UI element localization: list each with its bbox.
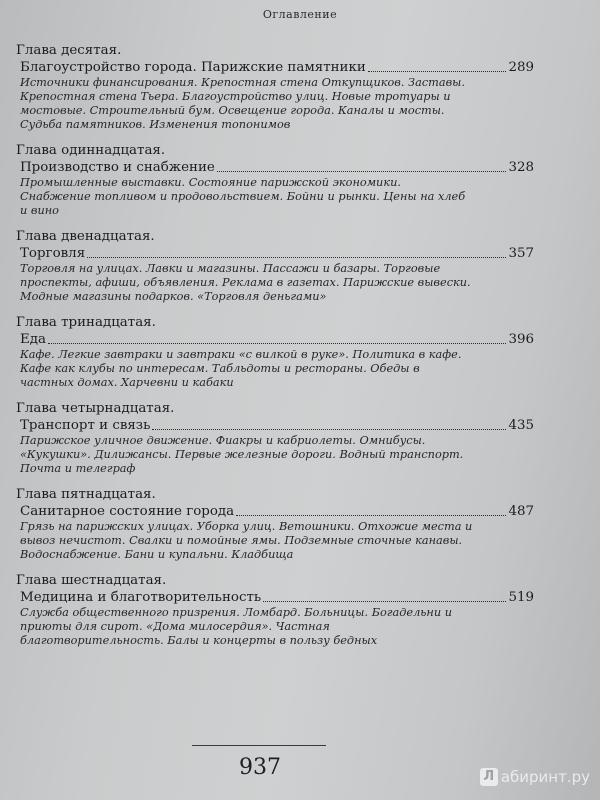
chapter-page-number: 289	[508, 60, 534, 75]
running-head: Оглавление	[262, 8, 338, 21]
chapter-title: Медицина и благотворительность	[20, 590, 262, 605]
dot-leader	[87, 256, 506, 258]
chapter-label: Глава двенадцатая.	[16, 229, 155, 244]
chapter-page-number: 328	[508, 160, 534, 175]
chapter-label: Глава шестнадцатая.	[16, 573, 167, 588]
chapter-title: Санитарное состояние города	[20, 504, 235, 519]
chapter-title-line	[20, 59, 534, 76]
toc-entry	[14, 486, 534, 562]
dot-leader	[263, 600, 506, 602]
chapter-title: Производство и снабжение	[20, 160, 215, 175]
table-of-contents	[14, 42, 534, 658]
chapter-title-line	[20, 589, 534, 606]
dot-leader	[48, 342, 506, 344]
dot-leader	[236, 514, 506, 516]
chapter-label: Глава пятнадцатая.	[16, 487, 156, 502]
chapter-summary: Служба общественного призрения. Ломбард. Больницы. Богадельни и приюты для сирот. «Дома милосердия». Частная благотворительность. Балы и концерты в пользу бедных	[20, 606, 453, 647]
chapter-summary: Промышленные выставки. Состояние парижской экономики. Снабжение топливом и продовольствием. Бойни и рынки. Цены на хлеб и вино	[20, 176, 466, 217]
toc-entry	[14, 142, 534, 218]
toc-entry	[14, 42, 534, 132]
chapter-title-line	[20, 245, 534, 262]
chapter-page-number: 357	[508, 246, 534, 261]
folio-rule	[192, 745, 326, 746]
chapter-label: Глава одиннадцатая.	[16, 143, 166, 158]
dot-leader	[152, 428, 506, 430]
chapter-summary: Торговля на улицах. Лавки и магазины. Пассажи и базары. Торговые проспекты, афиши, объявления. Реклама в газетах. Парижские вывески. Модные магазины подарков. «Торговля деньгами»	[20, 262, 471, 303]
chapter-label: Глава десятая.	[16, 43, 122, 58]
chapter-page-number: 435	[508, 418, 534, 433]
chapter-title: Еда	[20, 332, 47, 347]
watermark-text: абиринт.ру	[500, 768, 590, 786]
chapter-title: Благоустройство города. Парижские памятники	[20, 60, 366, 75]
watermark-logo-icon: Л	[480, 768, 498, 786]
toc-entry	[14, 228, 534, 304]
chapter-summary: Парижское уличное движение. Фиакры и кабриолеты. Омнибусы. «Кукушки». Дилижансы. Первые железные дороги. Водный транспорт. Почта и телеграф	[20, 434, 464, 475]
toc-entry	[14, 400, 534, 476]
chapter-summary: Грязь на парижских улицах. Уборка улиц. Ветошники. Отхожие места и вывоз нечистот. Свалки и помойные ямы. Подземные сточные канавы. Водоснабжение. Бани и купальни. Кладбища	[20, 520, 473, 561]
dot-leader	[368, 70, 507, 72]
page-number: 937	[239, 755, 281, 780]
chapter-summary: Источники финансирования. Крепостная стена Откупщиков. Заставы. Крепостная стена Тьера. Благоустройство улиц. Новые тротуары и мостовые. Строительный бум. Освещение города. Каналы и мосты. Судьба памятников. Изменения топонимов	[20, 76, 465, 131]
chapter-title-line	[20, 417, 534, 434]
chapter-label: Глава четырнадцатая.	[16, 401, 175, 416]
chapter-page-number: 519	[508, 590, 534, 605]
chapter-title-line	[20, 331, 534, 348]
chapter-title-line	[20, 159, 534, 176]
chapter-summary: Кафе. Легкие завтраки и завтраки «с вилкой в руке». Политика в кафе. Кафе как клубы по интересам. Табльдоты и рестораны. Обеды в частных домах. Харчевни и кабаки	[20, 348, 462, 389]
chapter-title: Транспорт и связь	[20, 418, 151, 433]
chapter-title: Торговля	[20, 246, 86, 261]
toc-entry	[14, 314, 534, 390]
toc-entry	[14, 572, 534, 648]
chapter-page-number: 487	[508, 504, 534, 519]
dot-leader	[217, 170, 507, 172]
chapter-page-number: 396	[508, 332, 534, 347]
chapter-title-line	[20, 503, 534, 520]
chapter-label: Глава тринадцатая.	[16, 315, 156, 330]
watermark	[480, 768, 590, 786]
